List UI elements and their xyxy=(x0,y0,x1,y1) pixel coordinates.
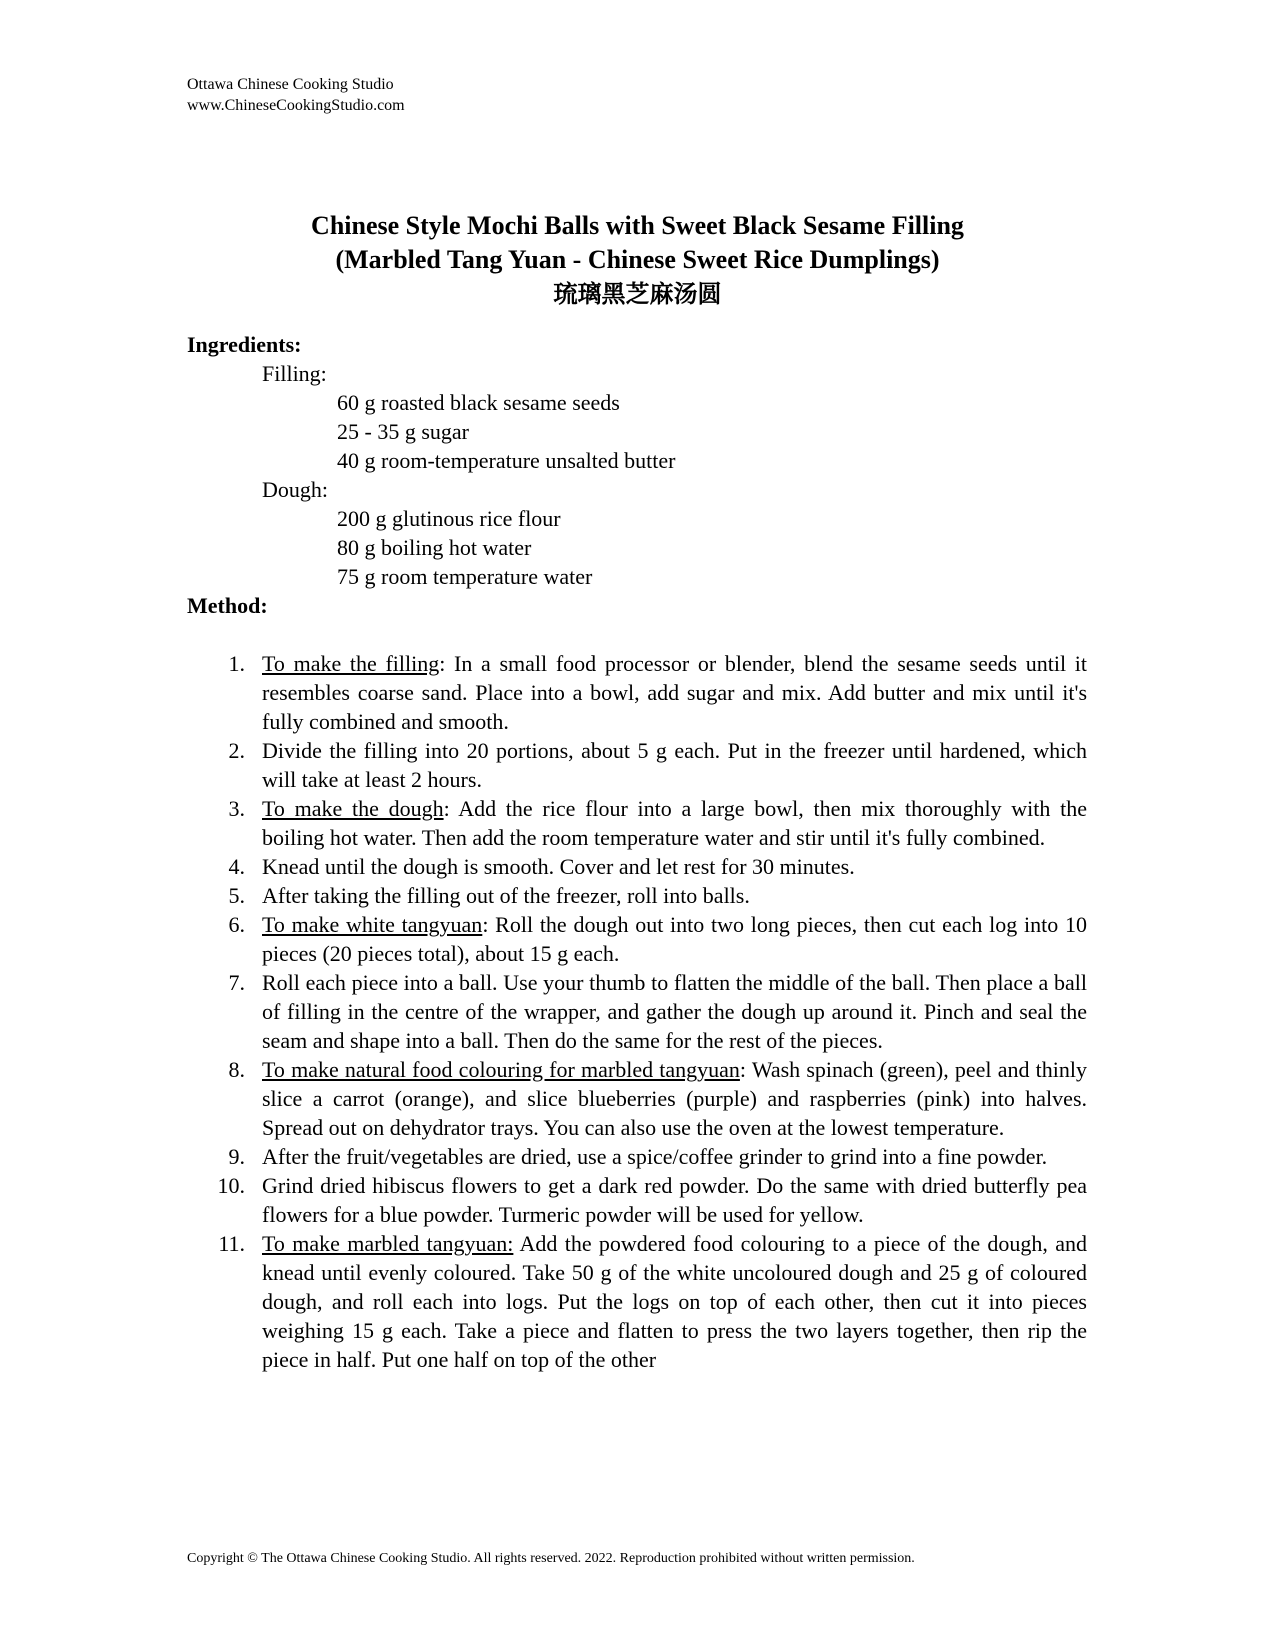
method-heading: Method: xyxy=(187,593,268,618)
step-text: Roll each piece into a ball. Use your thumb to flatten the middle of the ball. Then place a ball of filling in the centre of the wrapper, and gather the dough up around it. Pinch and seal the seam and shape into a ball. Then do the same for the rest of the pieces. xyxy=(262,970,1087,1053)
studio-name: Ottawa Chinese Cooking Studio xyxy=(187,76,394,93)
method-step xyxy=(187,881,1087,910)
step-lead: To make the dough xyxy=(262,796,444,821)
step-lead: To make white tangyuan xyxy=(262,912,483,937)
title-line-2: (Marbled Tang Yuan - Chinese Sweet Rice Dumplings) xyxy=(335,245,940,274)
step-text: Grind dried hibiscus flowers to get a dark red powder. Do the same with dried butterfly pea flowers for a blue powder. Turmeric powder will be used for yellow. xyxy=(262,1173,1087,1227)
ingredient-item: 75 g room temperature water xyxy=(337,564,593,589)
step-number: 3. xyxy=(228,796,245,821)
method-step xyxy=(187,649,1087,736)
ingredient-item: 200 g glutinous rice flour xyxy=(337,506,561,531)
dough-label: Dough: xyxy=(262,477,328,502)
method-step xyxy=(187,1142,1087,1171)
method-step xyxy=(187,1055,1087,1142)
step-lead: To make the filling xyxy=(262,651,440,676)
method-step xyxy=(187,910,1087,968)
recipe-body xyxy=(187,330,1087,1374)
step-text: : Add the rice flour into a large bowl, then mix thoroughly with the boiling hot water. Then add the room temperature water and stir until it's fully combined. xyxy=(262,796,1087,850)
ingredients-heading: Ingredients: xyxy=(187,332,302,357)
ingredient-item: 60 g roasted black sesame seeds xyxy=(337,390,620,415)
step-text: After the fruit/vegetables are dried, use a spice/coffee grinder to grind into a fine powder. xyxy=(262,1144,1048,1169)
step-number: 10. xyxy=(217,1173,245,1198)
studio-website: www.ChineseCookingStudio.com xyxy=(187,97,405,114)
step-number: 11. xyxy=(218,1231,245,1256)
step-text: Knead until the dough is smooth. Cover and let rest for 30 minutes. xyxy=(262,854,855,879)
step-text: After taking the filling out of the freezer, roll into balls. xyxy=(262,883,750,908)
step-number: 1. xyxy=(228,651,245,676)
ingredient-item: 80 g boiling hot water xyxy=(337,535,532,560)
step-text: : Roll the dough out into two long pieces, then cut each log into 10 pieces (20 pieces total), about 15 g each. xyxy=(262,912,1087,966)
title-line-1: Chinese Style Mochi Balls with Sweet Black Sesame Filling xyxy=(311,211,964,240)
method-step xyxy=(187,968,1087,1055)
step-lead: To make marbled tangyuan: xyxy=(262,1231,514,1256)
copyright-footer: Copyright © The Ottawa Chinese Cooking Studio. All rights reserved. 2022. Reproduction prohibited without written permission. xyxy=(187,1551,915,1566)
step-text: Divide the filling into 20 portions, about 5 g each. Put in the freezer until hardened, which will take at least 2 hours. xyxy=(262,738,1087,792)
method-steps xyxy=(187,649,1087,1374)
step-number: 6. xyxy=(228,912,245,937)
method-step xyxy=(187,736,1087,794)
ingredient-item: 25 - 35 g sugar xyxy=(337,419,469,444)
filling-label: Filling: xyxy=(262,361,327,386)
method-step xyxy=(187,852,1087,881)
method-step xyxy=(187,1229,1087,1374)
step-text: Add the powdered food colouring to a piece of the dough, and knead until evenly coloured. Take 50 g of the white uncoloured dough and 25 g of coloured dough, and roll each into logs. Put the logs on top of each other, then cut it into pieces weighing 15 g each. Take a piece and flatten to press the two layers together, then rip the piece in half. Put one half on top of the other xyxy=(262,1231,1087,1372)
step-number: 7. xyxy=(228,970,245,995)
step-text: : In a small food processor or blender, blend the sesame seeds until it resembles coarse sand. Place into a bowl, add sugar and mix. Add butter and mix until it's fully combined and smooth. xyxy=(262,651,1087,734)
recipe-title xyxy=(0,209,1275,311)
step-number: 9. xyxy=(228,1144,245,1169)
step-text: : Wash spinach (green), peel and thinly slice a carrot (orange), and slice blueberries (purple) and raspberries (pink) into halves. Spread out on dehydrator trays. You can also use the oven at the lowest temperature. xyxy=(262,1057,1088,1140)
method-step xyxy=(187,1171,1087,1229)
title-chinese: 琉璃黑芝麻汤圆 xyxy=(553,280,722,308)
page-header xyxy=(187,74,405,116)
step-number: 2. xyxy=(228,738,245,763)
step-lead: To make natural food colouring for marbled tangyuan xyxy=(262,1057,740,1082)
step-number: 4. xyxy=(228,854,245,879)
ingredient-item: 40 g room-temperature unsalted butter xyxy=(337,448,676,473)
step-number: 5. xyxy=(228,883,245,908)
step-number: 8. xyxy=(228,1057,245,1082)
method-step xyxy=(187,794,1087,852)
